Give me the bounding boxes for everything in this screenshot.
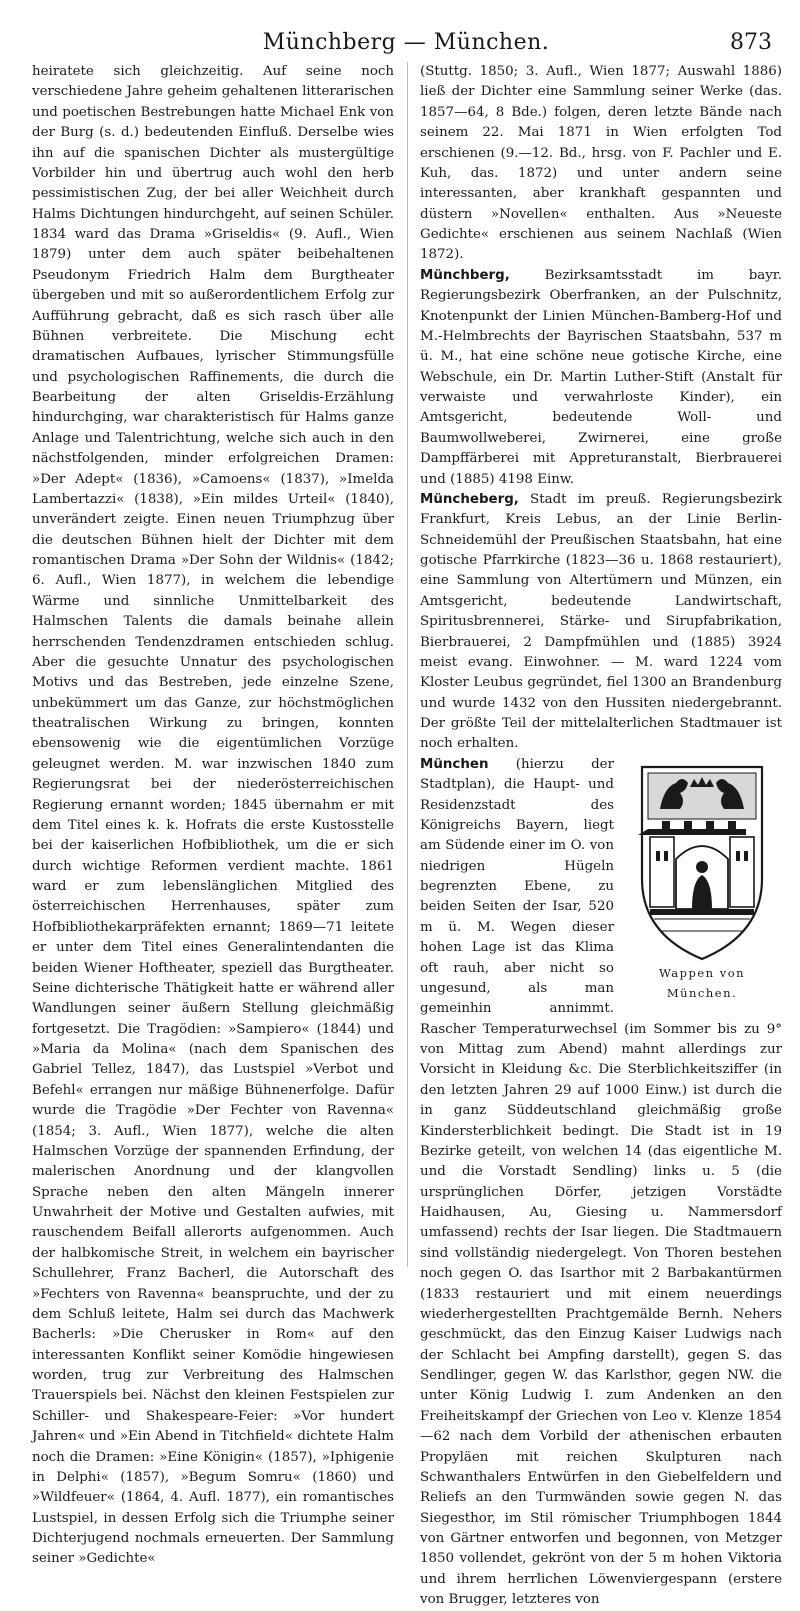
figure-caption-line2: München.	[666, 986, 738, 1001]
right-column	[420, 62, 782, 1611]
page-number: 873	[730, 30, 772, 55]
coat-of-arms-figure	[622, 759, 782, 1009]
entry-muenchen-text: (hierzu der Stadtplan), die Haupt- und Residenzstadt des Königreichs Bayern, liegt am Südende einer im O. von niedrigen Hügeln begrenzten Ebene, zu beiden Seiten der Isar, 520 m ü. M. Wegen dieser hohen Lage ist das Klima oft rauh, aber nicht so ungesund, als man gemeinhin annimmt. Rascher Temperaturwechsel (im Sommer bis zu 9° von Mittag zum Abend) mahnt allerdings zur Vorsicht in Kleidung &c. Die Sterblichkeitsziffer (in den letzten Jahren 29 auf 1000 Einw.) ist durch die in ganz Süddeutschland gleichmäßig große Kindersterblichkeit bedingt. Die Stadt ist in 19 Bezirke geteilt, von welchen 14 (das eigentliche M. und die Vorstadt Sendling) links u. 5 (die ursprünglichen Dörfer, jetzigen Vorstädte Haidhausen, Au, Giesing u. Nammersdorf umfassend) rechts der Isar liegen. Die Stadtmauern sind vollständig niedergelegt. Von Thoren bestehen noch gegen O. das Isarthor mit 2 Barbakantürmen (1833 restauriert und mit einem neuerdings wiederhergestellten Prachtgemälde Bernh. Nehers geschmückt, das den Einzug Kaiser Ludwigs nach der Schlacht bei Ampfing darstellt), gegen S. das Sendlinger, gegen W. das Karlsthor, gegen NW. die unter König Ludwig I. zum Andenken an den Freiheitskampf der Griechen von Leo v. Klenze 1854—62 nach dem Vorbild der athenischen erbauten Propyläen mit reichen Skulpturen nach Schwanthalers Entwürfen in den Giebelfeldern und Reliefs an den Turmwänden sowie gegen N. das Siegesthor, im Stil römischer Triumphbogen 1844 von Gärtner entworfen und begonnen, von Metzger 1850 vollendet, gekrönt von der 5 m hohen Viktoria und ihrem herrlichen Löwenviergespann (erstere von Brugger, letzteres von	[420, 756, 782, 1608]
entry-muenchberg	[420, 266, 782, 490]
entry-muenchen	[420, 755, 782, 1611]
page-header	[32, 18, 780, 66]
headword-muenchen: München	[420, 756, 489, 772]
entry-muenchberg-text: Bezirksamtsstadt im bayr. Regierungsbezirk Oberfranken, an der Pulschnitz, Knotenpunkt der Linien München-Bamberg-Hof und M.-Helmbrechts der Bayrischen Staatsbahn, 537 m ü. M., hat eine schöne neue gotische Kirche, eine Webschule, ein Dr. Martin Luther-Stift (Anstalt für verwaiste und verwahrloste Kinder), ein Amtsgericht, bedeutende Woll- und Baumwollweberei, Zwirnerei, eine große Dampffärberei mit Appreturanstalt, Bierbrauerei und (1885) 4198 Einw.	[420, 267, 782, 487]
headword-muencheberg: Müncheberg,	[420, 491, 519, 507]
figure-caption-line1: Wappen von	[658, 965, 746, 980]
left-column-text: heiratete sich gleichzeitig. Auf seine noch verschiedene Jahre geheim gehaltenen litterarischen und poetischen Bestrebungen hatte Michael Enk von der Burg (s. d.) bedeutenden Einfluß. Derselbe wies ihn auf die spanischen Dichter als mustergültige Vorbilder hin und übertrug auch wohl den herb pessimistischen Zug, der bei aller Weichheit durch Halms Dichtungen hindurchgeht, auf seinen Schüler. 1834 ward das Drama »Griseldis« (9. Aufl., Wien 1879) unter dem auch später beibehaltenen Pseudonym Friedrich Halm dem Burgtheater übergeben und mit so außerordentlichem Erfolg zur Aufführung gebracht, daß es sich rasch über alle Bühnen verbreitete. Die Mischung echt dramatischen Aufbaues, lyrischer Stimmungsfülle und psychologischen Raffinements, die durch die Bearbeitung der alten Griseldis-Erzählung hindurchging, war charakteristisch für Halms ganze Anlage und Talentrichtung, welche sich auch in den nächstfolgenden, minder erfolgreichen Dramen: »Der Adept« (1836), »Camoens« (1837), »Imelda Lambertazzi« (1838), »Ein mildes Urteil« (1840), unverändert zeigte. Einen neuen Triumphzug über die deutschen Bühnen hielt der Dichter mit dem romantischen Drama »Der Sohn der Wildnis« (1842; 6. Aufl., Wien 1877), in welchem die lebendige Wärme und sinnliche Unmittelbarkeit des Halmschen Talents die damals beinahe allein herrschenden Tendenzdramen entschieden schlug. Aber die gesuchte Unnatur des psychologischen Motivs und das Bestreben, jede einzelne Szene, unbekümmert um das Ganze, zur höchstmöglichen theatralischen Wirkung zu bringen, konnten ebensowenig wie die eigentümlichen Vorzüge geleugnet werden. M. war inzwischen 1840 zum Regierungsrat bei der niederösterreichischen Regierung ernannt worden; 1845 übernahm er mit dem Titel eines k. k. Hofrats die erste Kustosstelle bei der kaiserlichen Hofbibliothek, um die er sich durch wichtige Reformen verdient machte. 1861 ward er zum lebenslänglichen Mitglied des österreichischen Herrenhauses, später zum Hofbibliothekarpräfekten ernannt; 1869—71 leitete er unter dem Titel eines Generalintendanten die beiden Wiener Hoftheater, speziell das Burgtheater. Seine dichterische Thätigkeit hatte er während aller Wandlungen seiner äußern Stellung gleichmäßig fortgesetzt. Die Tragödien: »Sampiero« (1844) und »Maria da Molina« (nach dem Spanischen des Gabriel Tellez, 1847), das Lustspiel »Verbot und Befehl« errangen nur mäßige Bühnenerfolge. Dafür wurde die Tragödie »Der Fechter von Ravenna« (1854; 3. Aufl., Wien 1877), welche die alten Halmschen Vorzüge der spannenden Erfindung, der malerischen Anordnung und der klangvollen Sprache neben den alten Mängeln innerer Unwahrheit der Motive und Gestalten aufwies, mit rauschendem Beifall allerorts aufgenommen. Auch der halbkomische Streit, in welchem ein bayrischer Schullehrer, Franz Bacherl, die Autorschaft des »Fechters von Ravenna« beanspruchte, und der zu dem Schluß leitete, Halm sei durch das Machwerk Bacherls: »Die Cherusker in Rom« auf den interessanten Konflikt seiner Komödie hingewiesen worden, trug zur Verbreitung des Halmschen Trauerspiels bei. Nächst den kleinen Festspielen zur Schiller- und Shakespeare-Feier: »Vor hundert Jahren« und »Ein Abend in Titchfield« dichtete Halm noch die Dramen: »Eine Königin« (1857), »Iphigenie in Delphi« (1857), »Begum Somru« (1860) und »Wildfeuer« (1864, 4. Aufl. 1877), ein romantisches Lustspiel, in dessen Erfolg sich die Triumphe seiner Dichterjugend nochmals erneuerten. Der Sammlung seiner »Gedichte«	[32, 64, 394, 1567]
column-divider	[407, 62, 408, 1267]
headword-muenchberg: Münchberg,	[420, 267, 510, 283]
entry-muencheberg-text: Stadt im preuß. Regierungsbezirk Frankfurt, Kreis Lebus, an der Linie Berlin-Schneidemühl der Preußischen Staatsbahn, hat eine gotische Pfarrkirche (1823—36 u. 1868 restauriert), eine Sammlung von Altertümern und Münzen, ein Amtsgericht, bedeutende Landwirtschaft, Spiritusbrennerei, Stärke- und Sirupfabrikation, Bierbrauerei, 2 Dampfmühlen und (1885) 3924 meist evang. Einwohner. — M. ward 1224 vom Kloster Leubus gegründet, fiel 1300 an Brandenburg und wurde 1432 von den Hussiten niedergebrannt. Der größte Teil der mittelalterlichen Stadtmauer ist noch erhalten.	[420, 491, 782, 752]
running-head: Münchberg — München.	[262, 30, 550, 55]
left-column	[32, 62, 394, 1570]
figure-caption	[659, 966, 745, 1000]
entry-muencheberg	[420, 490, 782, 755]
coat-of-arms-munich-icon	[632, 759, 772, 964]
text-columns	[32, 62, 782, 1608]
right-column-intro: (Stuttg. 1850; 3. Aufl., Wien 1877; Auswahl 1886) ließ der Dichter eine Sammlung seiner Werke (das. 1857—64, 8 Bde.) folgen, deren letzte Bände nach seinem 22. Mai 1871 in Wien erfolgten Tod erschienen (9.—12. Bd., hrsg. von F. Pachler und E. Kuh, das. 1872) und unter andern seine interessanten, aber krankhaft gespannten und düstern »Novellen« enthalten. Aus »Neueste Gedichte« erschienen aus seinem Nachlaß (Wien 1872).	[420, 64, 782, 263]
